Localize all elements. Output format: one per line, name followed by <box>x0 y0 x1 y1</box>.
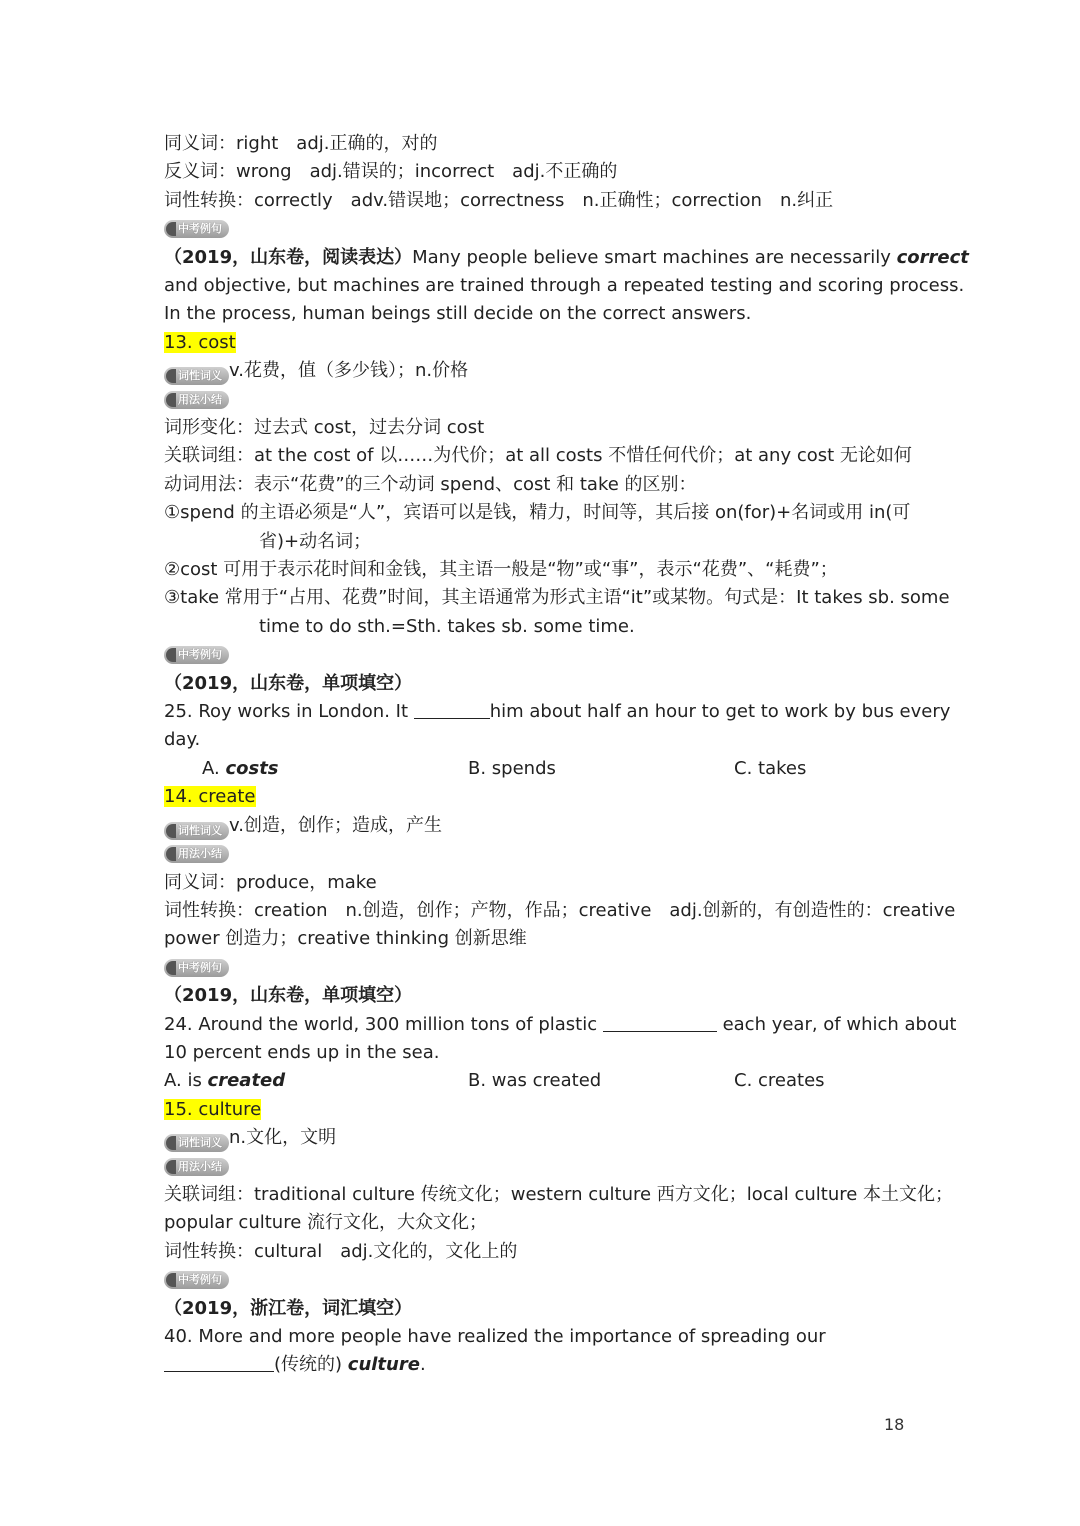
pos-tag-icon: 词性词义 <box>164 822 229 840</box>
create-conversion-b: power 创造力；creative thinking 创新思维 <box>164 928 527 950</box>
question-text: (传统的) <box>274 1354 348 1376</box>
question-text: him about half an hour to get to work by bus every <box>489 701 951 723</box>
create-pos-line <box>164 812 924 840</box>
example-tag-icon: 中考例句 <box>164 646 229 664</box>
option-c: C. takes <box>734 757 807 779</box>
cost-usage-2: ②cost 可用于表示花时间和金钱，其主语一般是“物”或“事”，表示“花费”、“耗费”； <box>164 559 838 581</box>
example-2-source: （2019，山东卷，单项填空） <box>164 672 413 694</box>
example-4-question-end <box>164 1351 924 1379</box>
option-answer: created <box>207 1070 286 1092</box>
answer-blank <box>414 702 490 719</box>
heading-text: 15. culture <box>164 1098 262 1120</box>
culture-phrases-a: 关联词组：traditional culture 传统文化；western culture 西方文化；local culture 本土文化； <box>164 1183 954 1205</box>
example-2-options <box>164 755 924 783</box>
cost-forms-line: 词形变化：过去式 cost，过去分词 cost <box>164 417 485 439</box>
heading-text: 13. cost <box>164 331 236 353</box>
cost-usage-1a: ①spend 的主语必须是“人”，宾语可以是钱，精力，时间等，其后接 on(for)+名词或用 in(可 <box>164 502 911 524</box>
option-answer: costs <box>225 757 279 779</box>
example-3-options <box>164 1067 924 1095</box>
example-3-question <box>164 1011 957 1039</box>
example-3-source: （2019，山东卷，单项填空） <box>164 985 413 1007</box>
example-tag-icon: 中考例句 <box>164 959 229 977</box>
question-text: . <box>419 1354 426 1376</box>
culture-conversion: 词性转换：cultural adj.文化的，文化上的 <box>164 1240 518 1262</box>
option-c: C. creates <box>734 1070 825 1092</box>
example-1-line-3: In the process, human beings still decide on the correct answers. <box>164 303 752 325</box>
example-4-question: 40. More and more people have realized the importance of spreading our <box>164 1325 826 1347</box>
antonym-line: 反义词：wrong adj.错误的；incorrect adj.不正确的 <box>164 161 618 183</box>
culture-phrases-b: popular culture 流行文化，大众文化； <box>164 1212 487 1234</box>
create-conversion-a: 词性转换：creation n.创造，创作；产物，作品；creative adj.创新的，有创造性的：creative <box>164 899 956 921</box>
cost-pos-line <box>164 357 924 385</box>
page-number: 18 <box>884 1415 905 1434</box>
answer-blank <box>603 1015 717 1032</box>
usage-tag-icon: 用法小结 <box>164 1158 229 1176</box>
cost-usage-3a: ③take 常用于“占用、花费”时间，其主语通常为形式主语“it”或某物。句式是：It takes sb. some <box>164 587 950 609</box>
example-keyword: correct <box>896 246 969 268</box>
example-4-source: （2019，浙江卷，词汇填空） <box>164 1297 413 1319</box>
document-page <box>164 130 969 1380</box>
cost-usage-1b: 省)+动名词； <box>259 530 372 552</box>
example-1-line-1 <box>164 244 969 272</box>
entry-heading-create <box>164 783 924 811</box>
create-synonym-line: 同义词：produce，make <box>164 871 377 893</box>
option-b: B. was created <box>468 1070 602 1092</box>
example-2-question-end: day. <box>164 729 201 751</box>
option-a <box>202 755 468 783</box>
usage-tag-icon: 用法小结 <box>164 391 229 409</box>
option-label: A. is <box>164 1070 208 1092</box>
example-source: （2019，山东卷，阅读表达） <box>164 246 413 268</box>
example-1-line-2: and objective, but machines are trained through a repeated testing and scoring process. <box>164 275 965 297</box>
example-tag-icon: 中考例句 <box>164 220 229 238</box>
question-text: 25. Roy works in London. It <box>164 701 414 723</box>
pos-tag-icon: 词性词义 <box>164 367 229 385</box>
example-text: Many people believe smart machines are necessarily <box>412 246 897 268</box>
question-keyword: culture <box>347 1354 420 1376</box>
pos-tag-icon: 词性词义 <box>164 1134 229 1152</box>
answer-blank <box>164 1355 274 1372</box>
question-text: each year, of which about <box>716 1013 957 1035</box>
question-text: 24. Around the world, 300 million tons of plastic <box>164 1013 603 1035</box>
example-2-question <box>164 698 951 726</box>
conversion-line: 词性转换：correctly adv.错误地；correctness n.正确性；correction n.纠正 <box>164 189 834 211</box>
usage-tag-icon: 用法小结 <box>164 845 229 863</box>
example-tag-icon: 中考例句 <box>164 1271 229 1289</box>
entry-heading-culture <box>164 1096 924 1124</box>
pos-text: v.花费，值（多少钱）；n.价格 <box>229 360 469 382</box>
culture-pos-line <box>164 1124 924 1152</box>
entry-heading-cost <box>164 329 924 357</box>
synonym-line: 同义词：right adj.正确的，对的 <box>164 133 438 154</box>
pos-text: n.文化，文明 <box>229 1127 337 1149</box>
cost-usage-3b: time to do sth.=Sth. takes sb. some time. <box>259 615 635 637</box>
heading-text: 14. create <box>164 786 256 808</box>
pos-text: v.创造，创作；造成，产生 <box>229 814 442 836</box>
option-b: B. spends <box>468 757 556 779</box>
example-3-question-end: 10 percent ends up in the sea. <box>164 1041 440 1063</box>
cost-usage-line: 动词用法：表示“花费”的三个动词 spend、cost 和 take 的区别： <box>164 473 697 495</box>
option-label: A. <box>202 757 226 779</box>
cost-phrases-line: 关联词组：at the cost of 以……为代价；at all costs 不惜任何代价；at any cost 无论如何 <box>164 445 912 467</box>
option-a <box>164 1067 468 1095</box>
